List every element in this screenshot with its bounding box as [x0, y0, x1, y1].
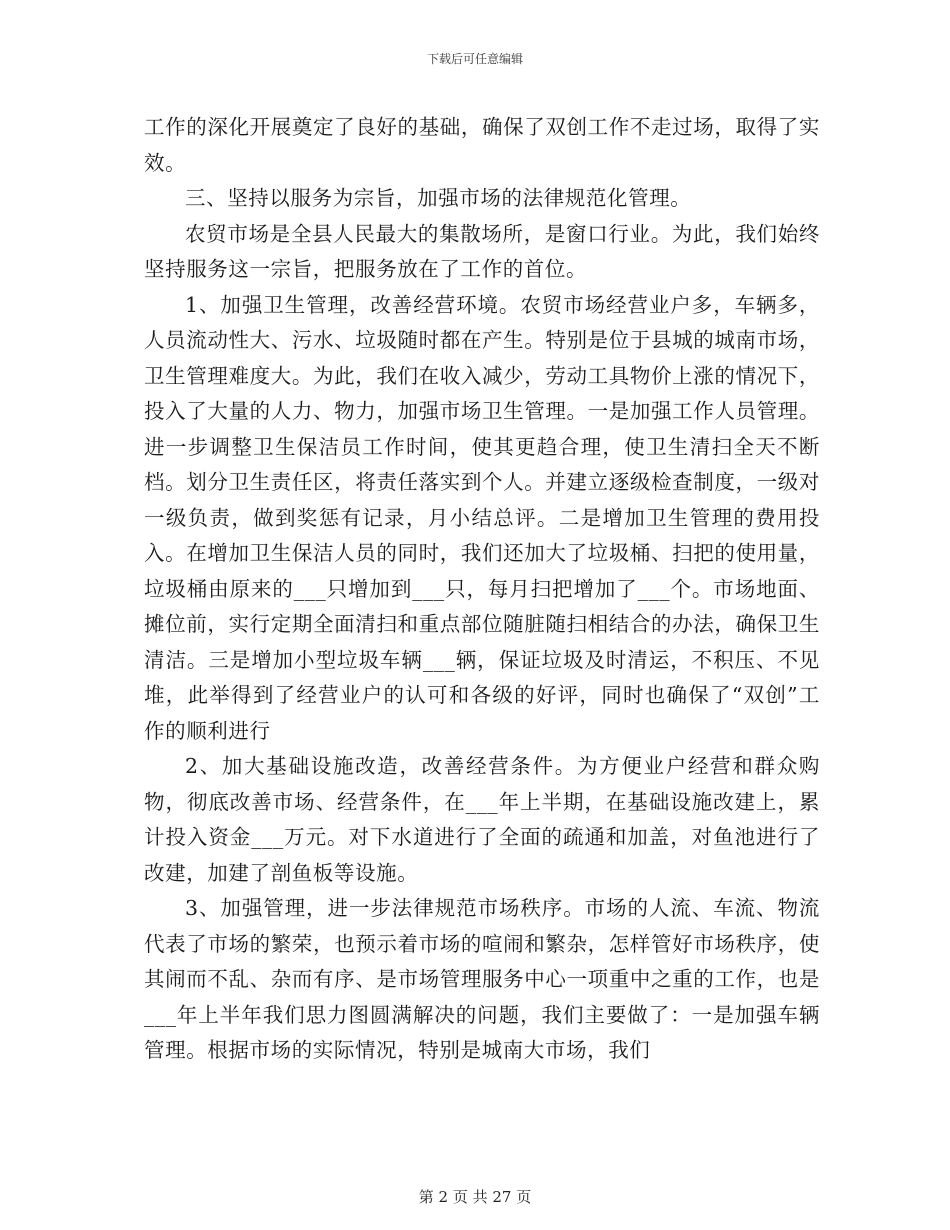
paragraph: 1、加强卫生管理，改善经营环境。农贸市场经营业户多，车辆多，人员流动性大、污水、垃圾随时都在产生。特别是位于县城的城南市场，卫生管理难度大。为此，我们在收入减少，劳动工具物价上涨的情况下，投入了大量的人力、物力，加强市场卫生管理。一是加强工作人员管理。进一步调整卫生保洁员工作时间，使其更趋合理，使卫生清扫全天不断档。划分卫生责任区，将责任落实到个人。并建立逐级检查制度，一级对一级负责，做到奖惩有记录，月小结总评。二是增加卫生管理的费用投入。在增加卫生保洁人员的同时，我们还加大了垃圾桶、扫把的使用量，垃圾桶由原来的___只增加到___只，每月扫把增加了___个。市场地面、摊位前，实行定期全面清扫和重点部位随脏随扫相结合的办法，确保卫生清洁。三是增加小型垃圾车辆___辆，保证垃圾及时清运，不积压、不见堆，此举得到了经营业户的认可和各级的好评，同时也确保了“双创”工作的顺利进行	[144, 292, 820, 743]
paragraph: 2、加大基础设施改造，改善经营条件。为方便业户经营和群众购物，彻底改善市场、经营条件，在___年上半期，在基础设施改建上，累计投入资金___万元。对下水道进行了全面的疏通和加盖，对鱼池进行了改建，加建了剖鱼板等设施。	[144, 754, 820, 885]
page-footer: 第 2 页 共 27 页	[418, 1188, 532, 1206]
paragraph: 农贸市场是全县人民最大的集散场所，是窗口行业。为此，我们始终坚持服务这一宗旨，把服务放在了工作的首位。	[144, 221, 820, 281]
page-header: 下载后可任意编辑	[426, 52, 523, 66]
paragraph: 三、坚持以服务为宗旨，加强市场的法律规范化管理。	[185, 186, 692, 210]
paragraph: 3、加强管理，进一步法律规范市场秩序。市场的人流、车流、物流代表了市场的繁荣，也预示着市场的喧闹和繁杂，怎样管好市场秩序，使其闹而不乱、杂而有序、是市场管理服务中心一项重中之重的工作，也是___年上半年我们思力图圆满解决的问题，我们主要做了：一是加强车辆管理。根据市场的实际情况，特别是城南大市场，我们	[144, 896, 820, 1062]
document-body	[144, 110, 820, 1069]
paragraph: 工作的深化开展奠定了良好的基础，确保了双创工作不走过场，取得了实效。	[144, 115, 820, 175]
